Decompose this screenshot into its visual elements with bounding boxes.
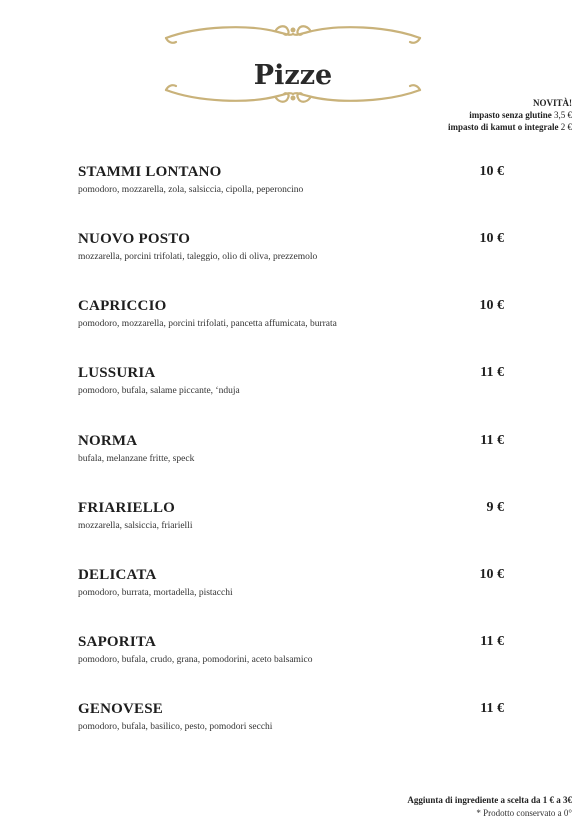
item-description: pomodoro, mozzarella, zola, salsiccia, cipolla, peperoncino xyxy=(78,185,304,195)
item-description: pomodoro, bufala, basilico, pesto, pomodori secchi xyxy=(78,722,273,732)
item-name: GENOVESE xyxy=(78,701,163,717)
item-price: 11 € xyxy=(480,365,504,380)
menu-item-lussuria xyxy=(78,365,508,405)
novita-label: impasto di kamut o integrale xyxy=(447,122,559,132)
footer-extra-ingredients: Aggiunta di ingrediente a scelta da 1 € a 3€ xyxy=(407,795,572,805)
novita-line-kamut xyxy=(448,121,572,133)
menu-item-genovese xyxy=(78,701,508,741)
novita-heading: NOVITÀ! xyxy=(532,98,572,108)
novita-box xyxy=(448,97,572,133)
item-name: DELICATA xyxy=(78,567,157,583)
item-description: pomodoro, bufala, crudo, grana, pomodorini, aceto balsamico xyxy=(78,655,313,665)
item-name: LUSSURIA xyxy=(78,365,156,381)
menu-item-friariello xyxy=(78,500,508,540)
item-price: 10 € xyxy=(479,164,504,179)
item-name: SAPORITA xyxy=(78,634,156,650)
item-price: 11 € xyxy=(480,634,504,649)
menu-item-saporita xyxy=(78,634,508,674)
item-name: CAPRICCIO xyxy=(78,298,167,314)
item-description: pomodoro, burrata, mortadella, pistacchi xyxy=(78,588,233,598)
menu-item-delicata xyxy=(78,567,508,607)
item-name: FRIARIELLO xyxy=(78,500,176,516)
page-title: Pizze xyxy=(253,60,333,91)
novita-price: 3,5 € xyxy=(554,110,572,120)
title-banner xyxy=(158,22,428,106)
menu-item-norma xyxy=(78,433,508,473)
item-name: NORMA xyxy=(78,433,138,449)
item-price: 10 € xyxy=(479,298,504,313)
item-description: mozzarella, porcini trifolati, taleggio, olio di oliva, prezzemolo xyxy=(78,252,318,262)
item-name: STAMMI LONTANO xyxy=(78,164,222,180)
item-price: 10 € xyxy=(479,567,504,582)
novita-label: impasto senza glutine xyxy=(469,110,552,120)
item-price: 11 € xyxy=(480,701,504,716)
menu-item-stammi-lontano xyxy=(78,164,508,204)
novita-line-gluten-free xyxy=(448,109,572,121)
item-description: pomodoro, bufala, salame piccante, ‘nduja xyxy=(78,386,240,396)
menu-item-capriccio xyxy=(78,298,508,338)
item-name: NUOVO POSTO xyxy=(78,231,191,247)
footer-note: * Prodotto conservato a 0° xyxy=(476,808,572,818)
item-price: 11 € xyxy=(480,433,504,448)
item-description: mozzarella, salsiccia, friarielli xyxy=(78,521,193,531)
item-description: pomodoro, mozzarella, porcini trifolati, pancetta affumicata, burrata xyxy=(78,319,337,329)
item-price: 9 € xyxy=(486,500,504,515)
novita-price: 2 € xyxy=(560,122,572,132)
item-description: bufala, melanzane fritte, speck xyxy=(78,454,195,464)
menu-item-nuovo-posto xyxy=(78,231,508,271)
item-price: 10 € xyxy=(479,231,504,246)
